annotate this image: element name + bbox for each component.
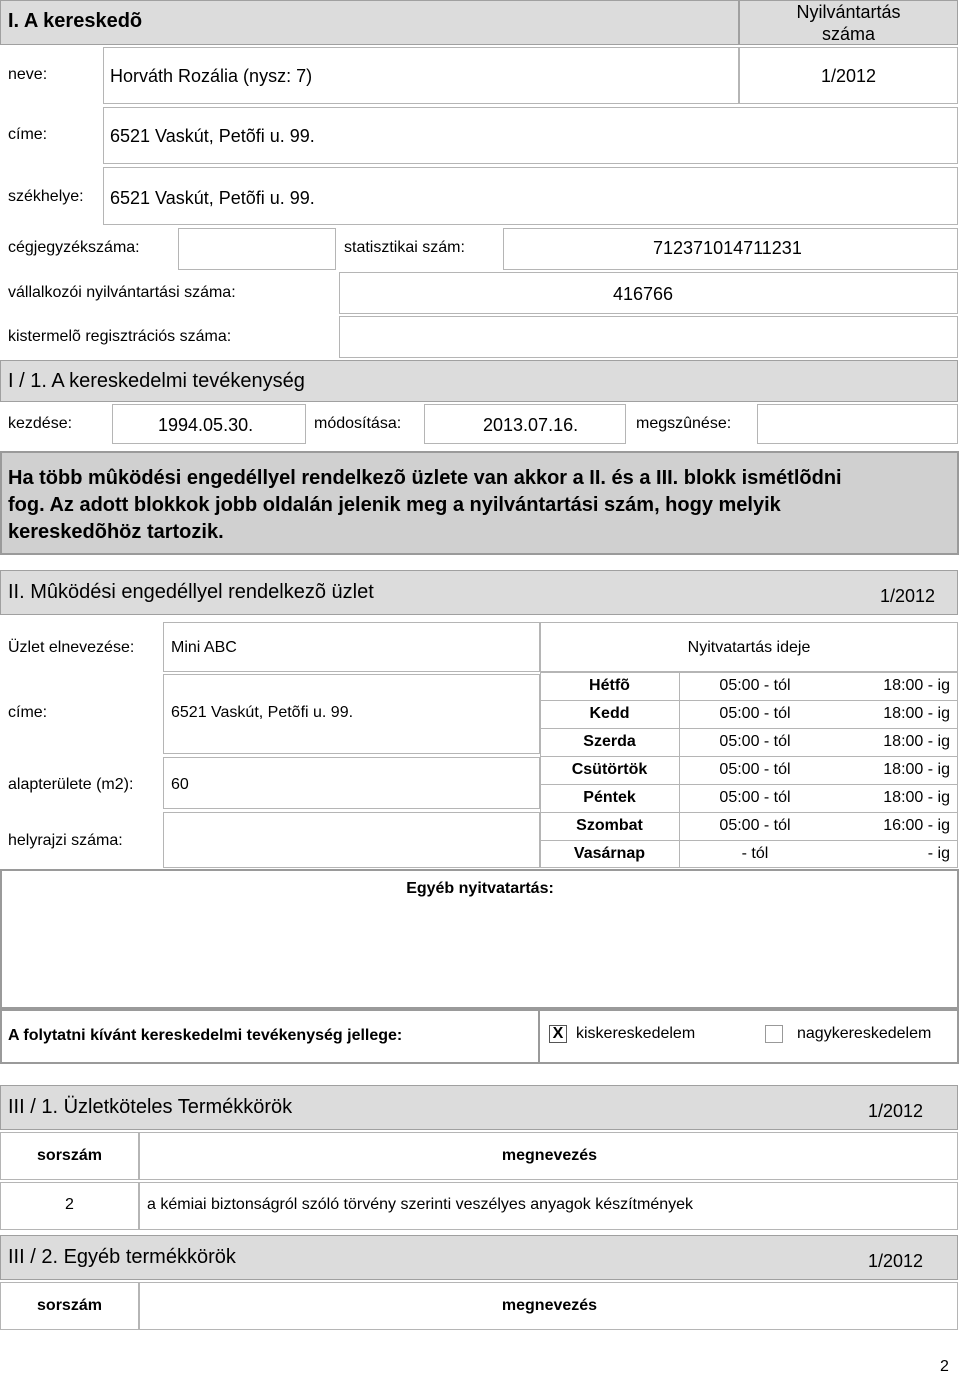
hours-day: Hétfõ bbox=[589, 677, 630, 694]
hours-from: 05:00 - tól bbox=[719, 677, 791, 694]
hours-from: 05:00 - tól bbox=[719, 817, 791, 834]
reg-label-line2: száma bbox=[821, 24, 875, 44]
company-reg-box bbox=[178, 228, 336, 270]
hours-to: 18:00 - ig bbox=[883, 789, 950, 806]
entrepreneur-value: 416766 bbox=[613, 284, 674, 304]
area-box bbox=[163, 757, 540, 809]
col2-name-header: megnevezés bbox=[501, 1297, 598, 1314]
wholesale-checkbox[interactable] bbox=[765, 1025, 783, 1043]
hours-from: - tól bbox=[741, 845, 769, 862]
shop-name-label: Üzlet elnevezése: bbox=[8, 639, 135, 656]
notice-line3: kereskedõhöz tartozik. bbox=[8, 521, 224, 543]
hours-from: 05:00 - tól bbox=[719, 789, 791, 806]
hours-day: Csütörtök bbox=[571, 761, 648, 778]
hours-to: 18:00 - ig bbox=[883, 761, 950, 778]
hours-from: 05:00 - tól bbox=[719, 733, 791, 750]
section2-title: II. Mûködési engedéllyel rendelkezõ üzlet bbox=[8, 581, 374, 603]
opening-title: Nyitvatartás ideje bbox=[687, 639, 811, 656]
address-label: címe: bbox=[8, 126, 48, 143]
stat-label: statisztikai szám: bbox=[344, 239, 465, 256]
hours-from: 05:00 - tól bbox=[719, 705, 791, 722]
stat-value: 712371014711231 bbox=[653, 238, 802, 258]
shop-address-value: 6521 Vaskút, Petõfi u. 99. bbox=[171, 704, 354, 721]
hours-to: 16:00 - ig bbox=[883, 817, 950, 834]
other-hours-label: Egyéb nyitvatartás: bbox=[406, 880, 554, 897]
section3-1-reg-number: 1/2012 bbox=[868, 1101, 924, 1121]
page-number: 2 bbox=[940, 1358, 949, 1375]
section1-1-title: I / 1. A kereskedelmi tevékenység bbox=[8, 370, 305, 392]
col2-no-header: sorszám bbox=[37, 1297, 102, 1314]
parcel-label: helyrajzi száma: bbox=[8, 832, 123, 849]
end-label: megszûnése: bbox=[636, 415, 732, 432]
section3-1-title: III / 1. Üzletköteles Termékkörök bbox=[8, 1096, 293, 1118]
hours-day: Szerda bbox=[583, 733, 636, 750]
reg-number: 1/2012 bbox=[820, 66, 877, 86]
section1-title: I. A kereskedõ bbox=[8, 10, 143, 32]
hours-day: Vasárnap bbox=[573, 845, 646, 862]
section3-2-title: III / 2. Egyéb termékkörök bbox=[8, 1246, 236, 1268]
parcel-box bbox=[163, 812, 540, 868]
start-label: kezdése: bbox=[8, 415, 73, 432]
area-value: 60 bbox=[171, 776, 189, 793]
row-name: a kémiai biztonságról szóló törvény szerinti veszélyes anyagok készítmények bbox=[147, 1196, 694, 1213]
activity-label: A folytatni kívánt kereskedelmi tevékenység jellege: bbox=[8, 1027, 403, 1044]
retail-label: kiskereskedelem bbox=[576, 1025, 696, 1042]
hours-to: 18:00 - ig bbox=[883, 705, 950, 722]
hours-day: Szombat bbox=[576, 817, 643, 834]
reg-label-line1: Nyilvántartás bbox=[796, 2, 901, 22]
end-value-box bbox=[757, 404, 958, 444]
start-value: 1994.05.30. bbox=[158, 415, 254, 435]
hours-day: Péntek bbox=[583, 789, 636, 806]
hours-from: 05:00 - tól bbox=[719, 761, 791, 778]
hours-to: - ig bbox=[927, 845, 950, 862]
col-name-header: megnevezés bbox=[501, 1147, 598, 1164]
section2-reg-number: 1/2012 bbox=[880, 586, 936, 606]
modified-value: 2013.07.16. bbox=[483, 415, 579, 435]
retail-checkbox[interactable]: X bbox=[549, 1025, 567, 1043]
name-label: neve: bbox=[8, 66, 48, 83]
hours-to: 18:00 - ig bbox=[883, 733, 950, 750]
name-value: Horváth Rozália (nysz: 7) bbox=[110, 66, 313, 86]
smallholder-value-box bbox=[339, 316, 958, 358]
notice-line1: Ha több mûködési engedéllyel rendelkezõ üzlete van akkor a II. és a III. blokk ismétlõdni bbox=[8, 467, 842, 489]
address-value: 6521 Vaskút, Petõfi u. 99. bbox=[110, 126, 315, 146]
notice-line2: fog. Az adott blokkok jobb oldalán jelenik meg a nyilvántartási szám, hogy melyik bbox=[8, 494, 781, 516]
hours-to: 18:00 - ig bbox=[883, 677, 950, 694]
seat-value: 6521 Vaskút, Petõfi u. 99. bbox=[110, 188, 315, 208]
company-reg-label: cégjegyzékszáma: bbox=[8, 239, 140, 256]
seat-label: székhelye: bbox=[8, 188, 84, 205]
smallholder-label: kistermelõ regisztrációs száma: bbox=[8, 328, 232, 345]
activity-divider bbox=[538, 1011, 540, 1062]
row-no: 2 bbox=[65, 1196, 74, 1213]
shop-name-value: Mini ABC bbox=[171, 639, 237, 656]
shop-address-label: címe: bbox=[8, 704, 48, 721]
area-label: alapterülete (m2): bbox=[8, 776, 134, 793]
wholesale-label: nagykereskedelem bbox=[797, 1025, 932, 1042]
hours-day: Kedd bbox=[589, 705, 630, 722]
modified-label: módosítása: bbox=[314, 415, 402, 432]
col-no-header: sorszám bbox=[37, 1147, 102, 1164]
entrepreneur-label: vállalkozói nyilvántartási száma: bbox=[8, 284, 236, 301]
section3-2-reg-number: 1/2012 bbox=[868, 1251, 924, 1271]
